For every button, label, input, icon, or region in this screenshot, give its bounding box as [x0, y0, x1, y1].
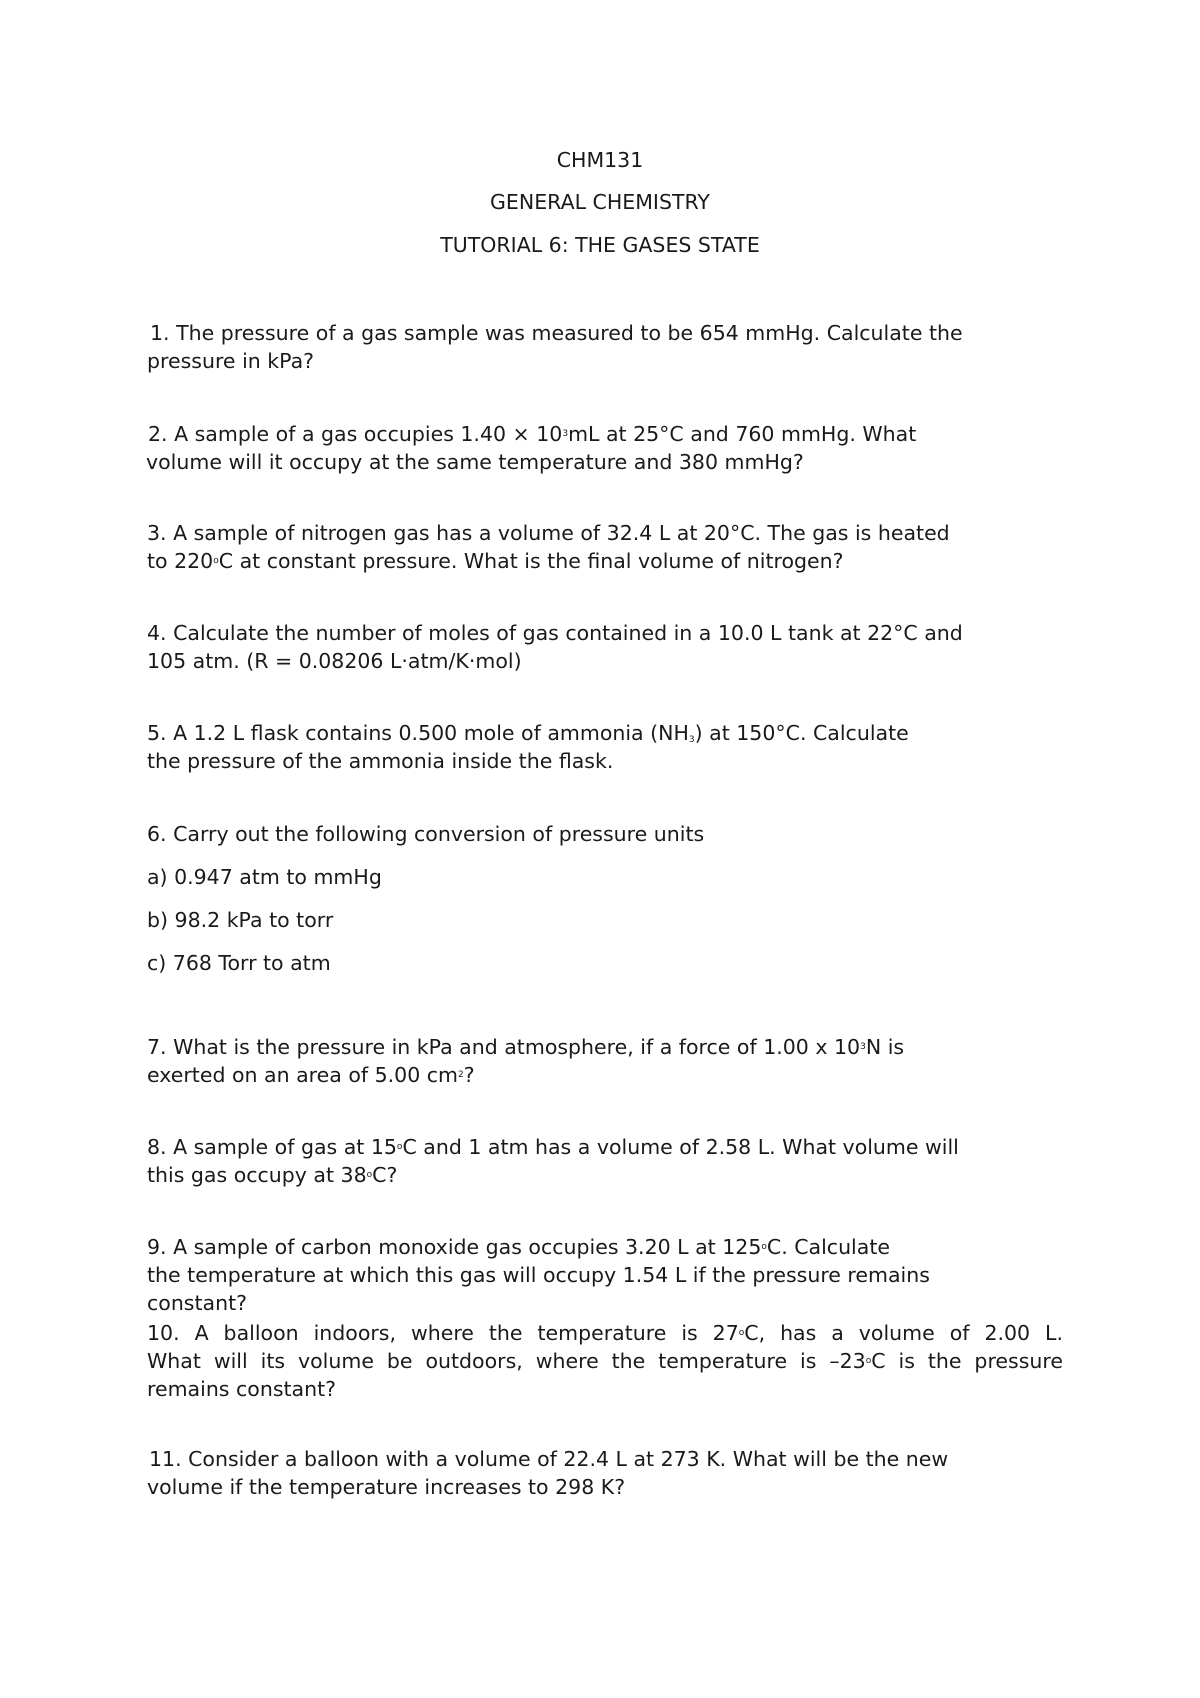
question-6-part-b: b) 98.2 kPa to torr: [147, 908, 334, 932]
question-4-line-1: 4. Calculate the number of moles of gas contained in a 10.0 L tank at 22°C and: [147, 621, 963, 645]
question-2-line-1: 2. A sample of a gas occupies $1.40 \times 10^3mL$ at 25°C and 760 mmHg. What: [148, 422, 917, 446]
question-5-line-1: 5. A 1.2 L flask contains 0.500 mole of ammonia $(NH_3)$ at 150°C. Calculate: [147, 721, 909, 745]
question-7: [147, 1033, 1067, 1089]
question-10-line-2: What will its volume be outdoors, where the temperature is –23$^o$C is the pressure: [147, 1349, 1063, 1373]
question-8: [147, 1133, 1067, 1189]
question-4-line-2: 105 atm. (R = 0.08206 L·atm/K·mol): [147, 649, 522, 673]
question-5-line-2: the pressure of the ammonia inside the flask.: [147, 749, 614, 773]
question-11-line-2: volume if the temperature increases to 298 K?: [147, 1475, 626, 1499]
question-9-line-2: the temperature at which this gas will occupy 1.54 L if the pressure remains: [147, 1263, 930, 1287]
question-6: [147, 820, 1067, 848]
question-10: [147, 1319, 1063, 1403]
question-3: [147, 519, 1067, 575]
question-2: [148, 420, 1068, 476]
question-3-line-1: 3. A sample of nitrogen gas has a volume of 32.4 L at 20°C. The gas is heated: [147, 521, 950, 545]
question-9-line-1: 9. A sample of carbon monoxide gas occupies 3.20 L at 125$^o$C. Calculate: [147, 1235, 890, 1259]
question-7-line-2: exerted on an area of 5.00 $cm^2$?: [147, 1063, 475, 1087]
question-9: [147, 1233, 1067, 1317]
question-6-line-1: 6. Carry out the following conversion of pressure units: [147, 822, 705, 846]
question-11: [149, 1445, 1069, 1501]
question-5: [147, 719, 1067, 775]
question-11-line-1: 11. Consider a balloon with a volume of 22.4 L at 273 K. What will be the new: [149, 1447, 949, 1471]
question-10-line-1: 10. A balloon indoors, where the temperature is 27$^o$C, has a volume of 2.00 L.: [147, 1321, 1063, 1345]
question-6-part-a: a) 0.947 atm to mmHg: [147, 865, 382, 889]
tutorial-title: TUTORIAL 6: THE GASES STATE: [440, 233, 760, 257]
question-8-line-1: 8. A sample of gas at 15$^o$C and 1 atm has a volume of 2.58 L. What volume will: [147, 1135, 959, 1159]
question-7-line-1: 7. What is the pressure in kPa and atmosphere, if a force of 1.00 x $10^3N$ is: [147, 1035, 905, 1059]
question-6-part-c: c) 768 Torr to atm: [147, 951, 331, 975]
question-1: [147, 319, 1070, 375]
question-1-line-1: 1. The pressure of a gas sample was measured to be 654 mmHg. Calculate the: [150, 321, 963, 345]
course-code: CHM131: [556, 148, 644, 172]
question-2-line-2: volume will it occupy at the same temperature and 380 mmHg?: [146, 450, 804, 474]
course-name: GENERAL CHEMISTRY: [490, 190, 710, 214]
question-4: [147, 619, 1067, 675]
question-3-line-2: to 220$^o$C at constant pressure. What is the final volume of nitrogen?: [147, 549, 844, 573]
question-9-line-3: constant?: [147, 1291, 247, 1315]
question-1-line-2: pressure in kPa?: [147, 349, 315, 373]
question-8-line-2: this gas occupy at 38$^o$C?: [147, 1163, 398, 1187]
question-10-line-3: remains constant?: [147, 1377, 337, 1401]
